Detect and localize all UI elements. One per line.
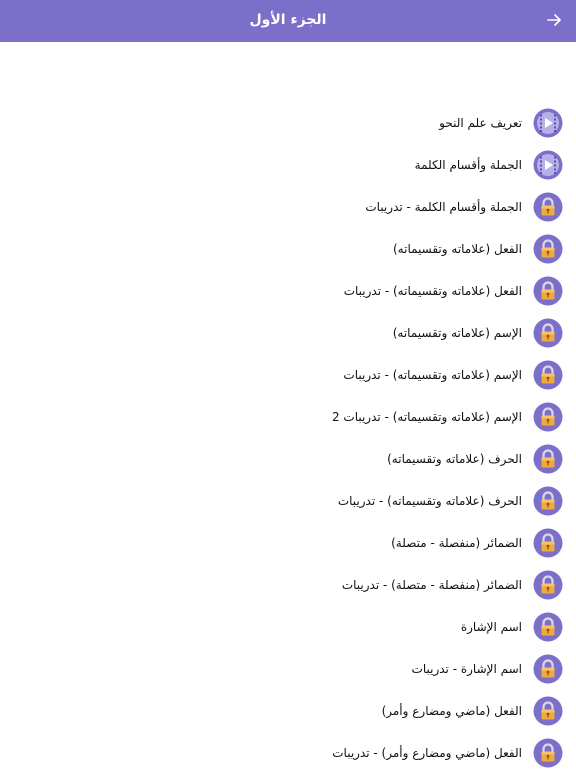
lesson-label: الإسم (علاماته وتقسيماته) - تدريبات	[343, 368, 522, 382]
lock-icon	[533, 318, 563, 348]
play-video-icon	[533, 150, 563, 180]
lesson-label: الضمائر (منفصلة - متصلة) - تدريبات	[341, 578, 522, 592]
lock-icon	[533, 612, 563, 642]
arrow-right-icon[interactable]	[546, 12, 562, 28]
page-title: الجزء الأول	[249, 12, 327, 28]
lock-icon	[533, 570, 563, 600]
lesson-label: الجملة وأقسام الكلمة - تدريبات	[365, 200, 522, 214]
lock-icon	[533, 402, 563, 432]
lock-icon	[533, 486, 563, 516]
lesson-list	[0, 102, 576, 774]
lesson-label: الجملة وأقسام الكلمة	[414, 158, 522, 172]
lesson-row[interactable]	[0, 564, 576, 606]
lesson-row[interactable]	[0, 186, 576, 228]
lesson-row[interactable]	[0, 102, 576, 144]
lesson-label: الفعل (ماضي ومضارع وأمر)	[381, 704, 522, 718]
lesson-row[interactable]	[0, 648, 576, 690]
lesson-row[interactable]	[0, 354, 576, 396]
lesson-label: اسم الإشارة	[460, 620, 522, 634]
lesson-label: الفعل (ماضي ومضارع وأمر) - تدريبات	[332, 746, 522, 760]
lesson-label: تعريف علم النحو	[439, 116, 522, 130]
lesson-row[interactable]	[0, 606, 576, 648]
lesson-row[interactable]	[0, 438, 576, 480]
lesson-row[interactable]	[0, 522, 576, 564]
lock-icon	[533, 654, 563, 684]
lesson-row[interactable]	[0, 690, 576, 732]
lesson-row[interactable]	[0, 144, 576, 186]
lesson-row[interactable]	[0, 228, 576, 270]
lesson-row[interactable]	[0, 396, 576, 438]
lock-icon	[533, 360, 563, 390]
lesson-row[interactable]	[0, 270, 576, 312]
lock-icon	[533, 444, 563, 474]
app-header	[0, 0, 576, 42]
lock-icon	[533, 738, 563, 768]
lesson-label: الضمائر (منفصلة - متصلة)	[391, 536, 522, 550]
lesson-label: الفعل (علاماته وتقسيماته)	[392, 242, 522, 256]
lesson-row[interactable]	[0, 312, 576, 354]
lesson-label: الحرف (علاماته وتقسيماته) - تدريبات	[337, 494, 522, 508]
lock-icon	[533, 276, 563, 306]
lesson-label: الحرف (علاماته وتقسيماته)	[387, 452, 522, 466]
lesson-label: الإسم (علاماته وتقسيماته)	[392, 326, 522, 340]
lesson-label: اسم الإشارة - تدريبات	[411, 662, 522, 676]
lesson-label: الفعل (علاماته وتقسيماته) - تدريبات	[343, 284, 522, 298]
lock-icon	[533, 696, 563, 726]
lock-icon	[533, 234, 563, 264]
lesson-row[interactable]	[0, 480, 576, 522]
lesson-label: الإسم (علاماته وتقسيماته) - تدريبات 2	[331, 410, 522, 424]
play-video-icon	[533, 108, 563, 138]
lock-icon	[533, 528, 563, 558]
lock-icon	[533, 192, 563, 222]
